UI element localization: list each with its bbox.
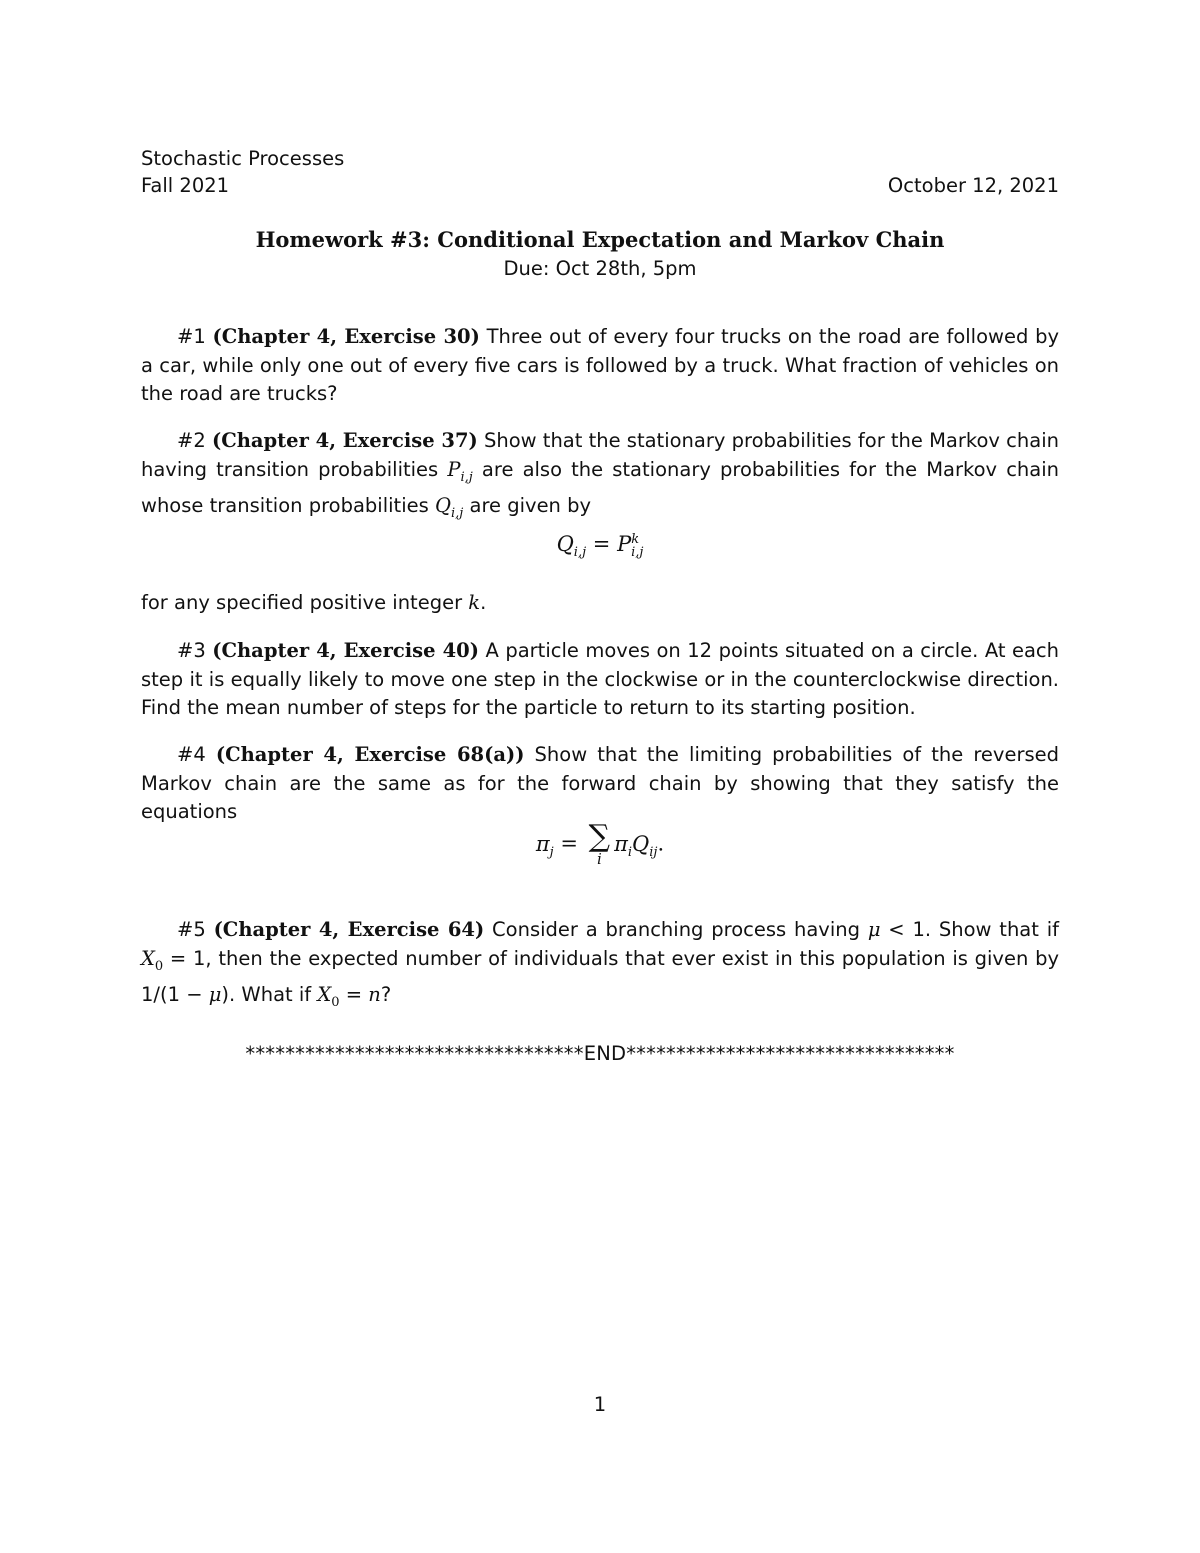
problem-reference: Chapter 4, Exercise 30	[221, 325, 471, 348]
equation-stationary-sum: $\pi_j$ = ∑ i $\pi_iQ_{ij}$.	[535, 819, 665, 868]
problem-1: #1 (Chapter 4, Exercise 30) Three out of every four trucks on the road are followed by a car, while only one out of every five cars is followed by a truck. What fraction of vehicles on the road are trucks?	[141, 325, 1059, 405]
due-date: Due: Oct 28th, 5pm	[503, 257, 697, 280]
summation-symbol: ∑ i	[588, 819, 611, 868]
page-number: 1	[593, 1393, 607, 1416]
problem-text: Show that the stationary probabilities for the Markov chain having transition probabilities	[141, 429, 1059, 481]
problem-text: Three out of every four trucks on the road are followed by a car, while only one out of every five cars is followed by a truck. What fraction of vehicles on the road are trucks?	[141, 325, 1059, 405]
problem-reference: Chapter 4, Exercise 64	[222, 918, 475, 941]
problem-reference: Chapter 4, Exercise 40	[221, 639, 470, 662]
problem-number: #2	[177, 429, 206, 452]
symbol-q: $Q_{i,j}$	[434, 493, 464, 521]
header-row	[141, 172, 1059, 200]
term: Fall 2021	[141, 174, 230, 197]
problem-number: #4	[177, 743, 206, 766]
problem-2: #2 (Chapter 4, Exercise 37) Show that the stationary probabilities for the Markov chain having transition probabilities $P_{i,j}$ are also the stationary probabilities for the Markov chain whose transition probabilities $Q_{i,j}$ are given by	[141, 429, 1060, 521]
equation-q-equals-p-power-k: $Q_{i,j} = P^k_{i,j}$	[556, 532, 644, 561]
course-name: Stochastic Processes	[141, 147, 345, 170]
problem-reference: Chapter 4, Exercise 37	[221, 429, 469, 452]
problem-4: #4 (Chapter 4, Exercise 68(a)) Show that the limiting probabilities of the reversed Markov chain are the same as for the forward chain by showing that they satisfy the equations	[141, 743, 1059, 823]
problem-text: A particle moves on 12 points situated on a circle. At each step it is equally likely to move one step in the clockwise or in the counterclockwise direction. Find the mean number of steps for the particle to return to its starting position.	[141, 639, 1059, 719]
date: October 12, 2021	[887, 174, 1059, 197]
problem-5: #5 (Chapter 4, Exercise 64) Consider a branching process having μ < 1. Show that if $X_0 = 1$, then the expected number of individuals that ever exist in this population is given by 1/(1 − μ). What if $X_0 = n$?	[141, 918, 1060, 1010]
problem-text: Show that the limiting probabilities of the reversed Markov chain are the same as for the forward chain by showing that they satisfy the equations	[141, 743, 1059, 823]
end-marker: **********************************END*********************************	[245, 1042, 955, 1065]
problem-reference: Chapter 4, Exercise 68(a)	[225, 743, 516, 766]
problem-2-continuation: for any specified positive integer k.	[141, 591, 487, 614]
page-title: Homework #3: Conditional Expectation and Markov Chain	[255, 227, 945, 252]
problem-number: #3	[177, 639, 206, 662]
problem-number: #1	[177, 325, 206, 348]
problem-number: #5	[177, 918, 206, 941]
problem-3: #3 (Chapter 4, Exercise 40) A particle moves on 12 points situated on a circle. At each step it is equally likely to move one step in the clockwise or in the counterclockwise direction. Find the mean number of steps for the particle to return to its starting position.	[141, 639, 1059, 719]
symbol-p: $P_{i,j}$	[447, 457, 473, 485]
